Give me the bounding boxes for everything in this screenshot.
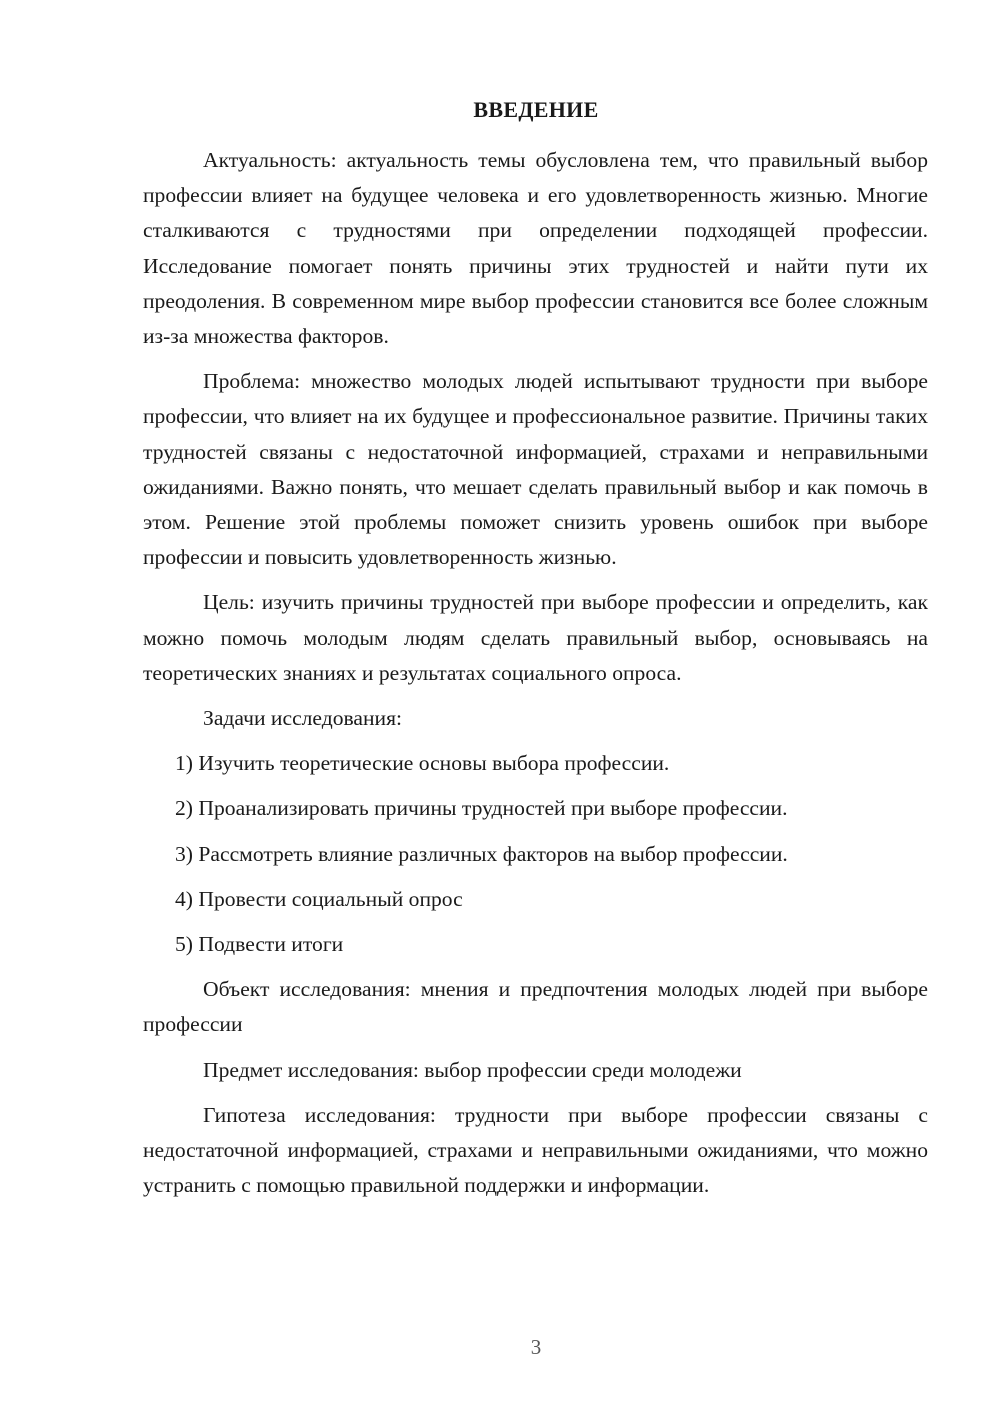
document-body [143,143,928,1203]
relevance-paragraph: Актуальность: актуальность темы обусловлена тем, что правильный выбор профессии влияет на будущее человека и его удовлетворенность жизнью. Многие сталкиваются с трудностями при определении подходящей профессии. Исследование помогает понять причины этих трудностей и найти пути их преодоления. В современном мире выбор профессии становится все более сложным из-за множества факторов. [143,148,928,349]
hypothesis-paragraph: Гипотеза исследования: трудности при выборе профессии связаны с недостаточной информацией, страхами и неправильными ожиданиями, что можно устранить с помощью правильной поддержки и информации. [143,1102,928,1198]
object-paragraph: Объект исследования: мнения и предпочтения молодых людей при выборе профессии [143,977,928,1037]
problem-paragraph: Проблема: множество молодых людей испытывают трудности при выборе профессии, что влияет на их будущее и профессиональное развитие. Причины таких трудностей связаны с недостаточной информацией, страхами и неправильными ожиданиями. Важно понять, что мешает сделать правильный выбор и как помочь в этом. Решение этой проблемы поможет снизить уровень ошибок при выборе профессии и повысить удовлетворенность жизнью. [143,369,928,570]
task-item: 2) Проанализировать причины трудностей при выборе профессии. [175,796,788,821]
task-item: 5) Подвести итоги [175,932,344,957]
goal-paragraph: Цель: изучить причины трудностей при выборе профессии и определить, как можно помочь молодым людям сделать правильный выбор, основываясь на теоретических знаниях и результатах социального опроса. [143,590,928,685]
subject-paragraph: Предмет исследования: выбор профессии среди молодежи [203,1057,742,1082]
page-number: 3 [530,1335,542,1359]
task-item: 3) Рассмотреть влияние различных факторов на выбор профессии. [175,841,788,866]
task-item: 4) Провести социальный опрос [175,886,463,911]
task-item: 1) Изучить теоретические основы выбора профессии. [175,751,670,776]
tasks-title: Задачи исследования: [203,706,403,731]
page-heading: ВВЕДЕНИЕ [473,97,599,122]
